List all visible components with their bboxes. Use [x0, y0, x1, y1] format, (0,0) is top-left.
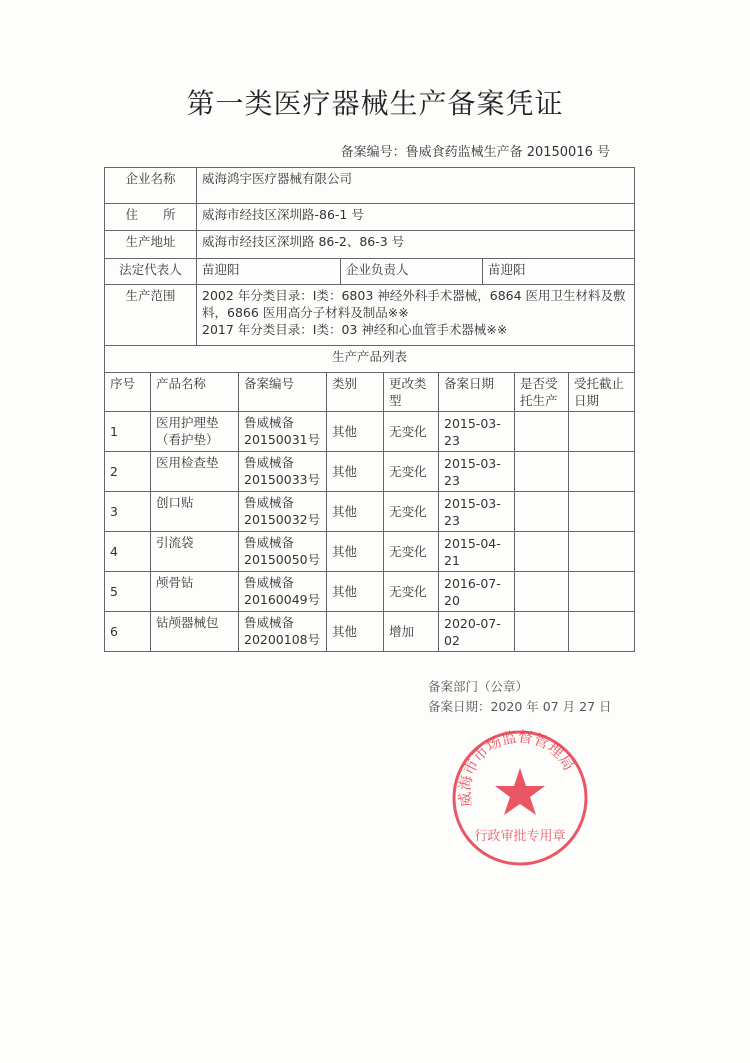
cell-date: 2015-04-21	[439, 532, 515, 572]
cell-date: 2015-03-23	[439, 452, 515, 492]
column-header: 序号	[105, 373, 151, 412]
table-row	[105, 532, 635, 572]
cell-change: 无变化	[384, 532, 439, 572]
table-row	[105, 412, 635, 452]
cell-category: 其他	[327, 492, 384, 532]
cell-no: 3	[105, 492, 151, 532]
cell-change: 无变化	[384, 452, 439, 492]
column-header: 类别	[327, 373, 384, 412]
cell-change: 增加	[384, 612, 439, 652]
label: 法定代表人	[105, 259, 197, 285]
product-table	[104, 372, 635, 652]
table-row	[105, 452, 635, 492]
cell-name: 医用护理垫（看护垫）	[151, 412, 239, 452]
label: 生产地址	[105, 231, 197, 259]
cell-name: 创口贴	[151, 492, 239, 532]
table-row	[105, 612, 635, 652]
cell-no: 5	[105, 572, 151, 612]
cell-entrusted	[515, 412, 569, 452]
cell-code: 鲁威械备20160049号	[239, 572, 327, 612]
cell-name: 医用检查垫	[151, 452, 239, 492]
column-header: 受托截止日期	[569, 373, 635, 412]
cell-code: 鲁威械备20150032号	[239, 492, 327, 532]
cell-date: 2015-03-23	[439, 492, 515, 532]
cell-category: 其他	[327, 612, 384, 652]
registration-number: 备案编号：鲁威食药监械生产备 20150016 号	[340, 145, 610, 160]
company-head: 苗迎阳	[483, 259, 635, 285]
cell-category: 其他	[327, 572, 384, 612]
table-row	[105, 492, 635, 532]
legal-rep: 苗迎阳	[197, 259, 341, 285]
cell-no: 6	[105, 612, 151, 652]
cell-name: 引流袋	[151, 532, 239, 572]
cell-entrusted	[515, 532, 569, 572]
label: 住 所	[105, 204, 197, 231]
cell-entrusted	[515, 452, 569, 492]
cell-code: 鲁威械备20200108号	[239, 612, 327, 652]
cell-name: 颅骨钻	[151, 572, 239, 612]
cell-deadline	[569, 612, 635, 652]
cell-deadline	[569, 532, 635, 572]
column-header: 更改类型	[384, 373, 439, 412]
cell-change: 无变化	[384, 572, 439, 612]
company-info-table	[104, 167, 635, 373]
column-header: 备案编号	[239, 373, 327, 412]
residence: 威海市经技区深圳路-86-1 号	[197, 204, 635, 231]
production-site: 威海市经技区深圳路 86-2、86-3 号	[197, 231, 635, 259]
cell-entrusted	[515, 492, 569, 532]
table-row	[105, 572, 635, 612]
cell-date: 2016-07-20	[439, 572, 515, 612]
cell-no: 2	[105, 452, 151, 492]
cell-entrusted	[515, 612, 569, 652]
column-header: 产品名称	[151, 373, 239, 412]
header-row	[105, 373, 635, 412]
scope-2017: 2017 年分类目录：Ⅰ类：03 神经和心血管手术器械※※	[202, 322, 508, 337]
product-list-title: 生产产品列表	[105, 346, 635, 373]
cell-date: 2020-07-02	[439, 612, 515, 652]
label: 企业负责人	[341, 259, 483, 285]
cell-change: 无变化	[384, 412, 439, 452]
cell-code: 鲁威械备20150033号	[239, 452, 327, 492]
column-header: 备案日期	[439, 373, 515, 412]
seal-bottom-text: 行政审批专用章	[474, 829, 566, 844]
cell-category: 其他	[327, 412, 384, 452]
filing-department: 备案部门（公章）	[428, 679, 529, 694]
cell-no: 4	[105, 532, 151, 572]
cell-deadline	[569, 452, 635, 492]
cell-category: 其他	[327, 452, 384, 492]
seal-top-text: 威海市市场监督管理局	[455, 728, 579, 809]
cell-code: 鲁威械备20150031号	[239, 412, 327, 452]
filing-date: 备案日期：2020 年 07 月 27 日	[428, 699, 612, 714]
cell-entrusted	[515, 572, 569, 612]
cell-deadline	[569, 492, 635, 532]
cell-change: 无变化	[384, 492, 439, 532]
label: 生产范围	[105, 285, 197, 346]
scope-2002: 2002 年分类目录：Ⅰ类：6803 神经外科手术器械，6864 医用卫生材料及敷料，6866 医用高分子材料及制品※※	[202, 288, 626, 320]
cell-date: 2015-03-23	[439, 412, 515, 452]
cell-no: 1	[105, 412, 151, 452]
cell-category: 其他	[327, 532, 384, 572]
cell-name: 钻颅器械包	[151, 612, 239, 652]
label: 企业名称	[105, 168, 197, 204]
cell-code: 鲁威械备20150050号	[239, 532, 327, 572]
cell-deadline	[569, 412, 635, 452]
official-seal	[450, 728, 590, 868]
cell-deadline	[569, 572, 635, 612]
document-title: 第一类医疗器械生产备案凭证	[186, 87, 564, 120]
company-name: 威海鸿宇医疗器械有限公司	[197, 168, 635, 204]
column-header: 是否受托生产	[515, 373, 569, 412]
